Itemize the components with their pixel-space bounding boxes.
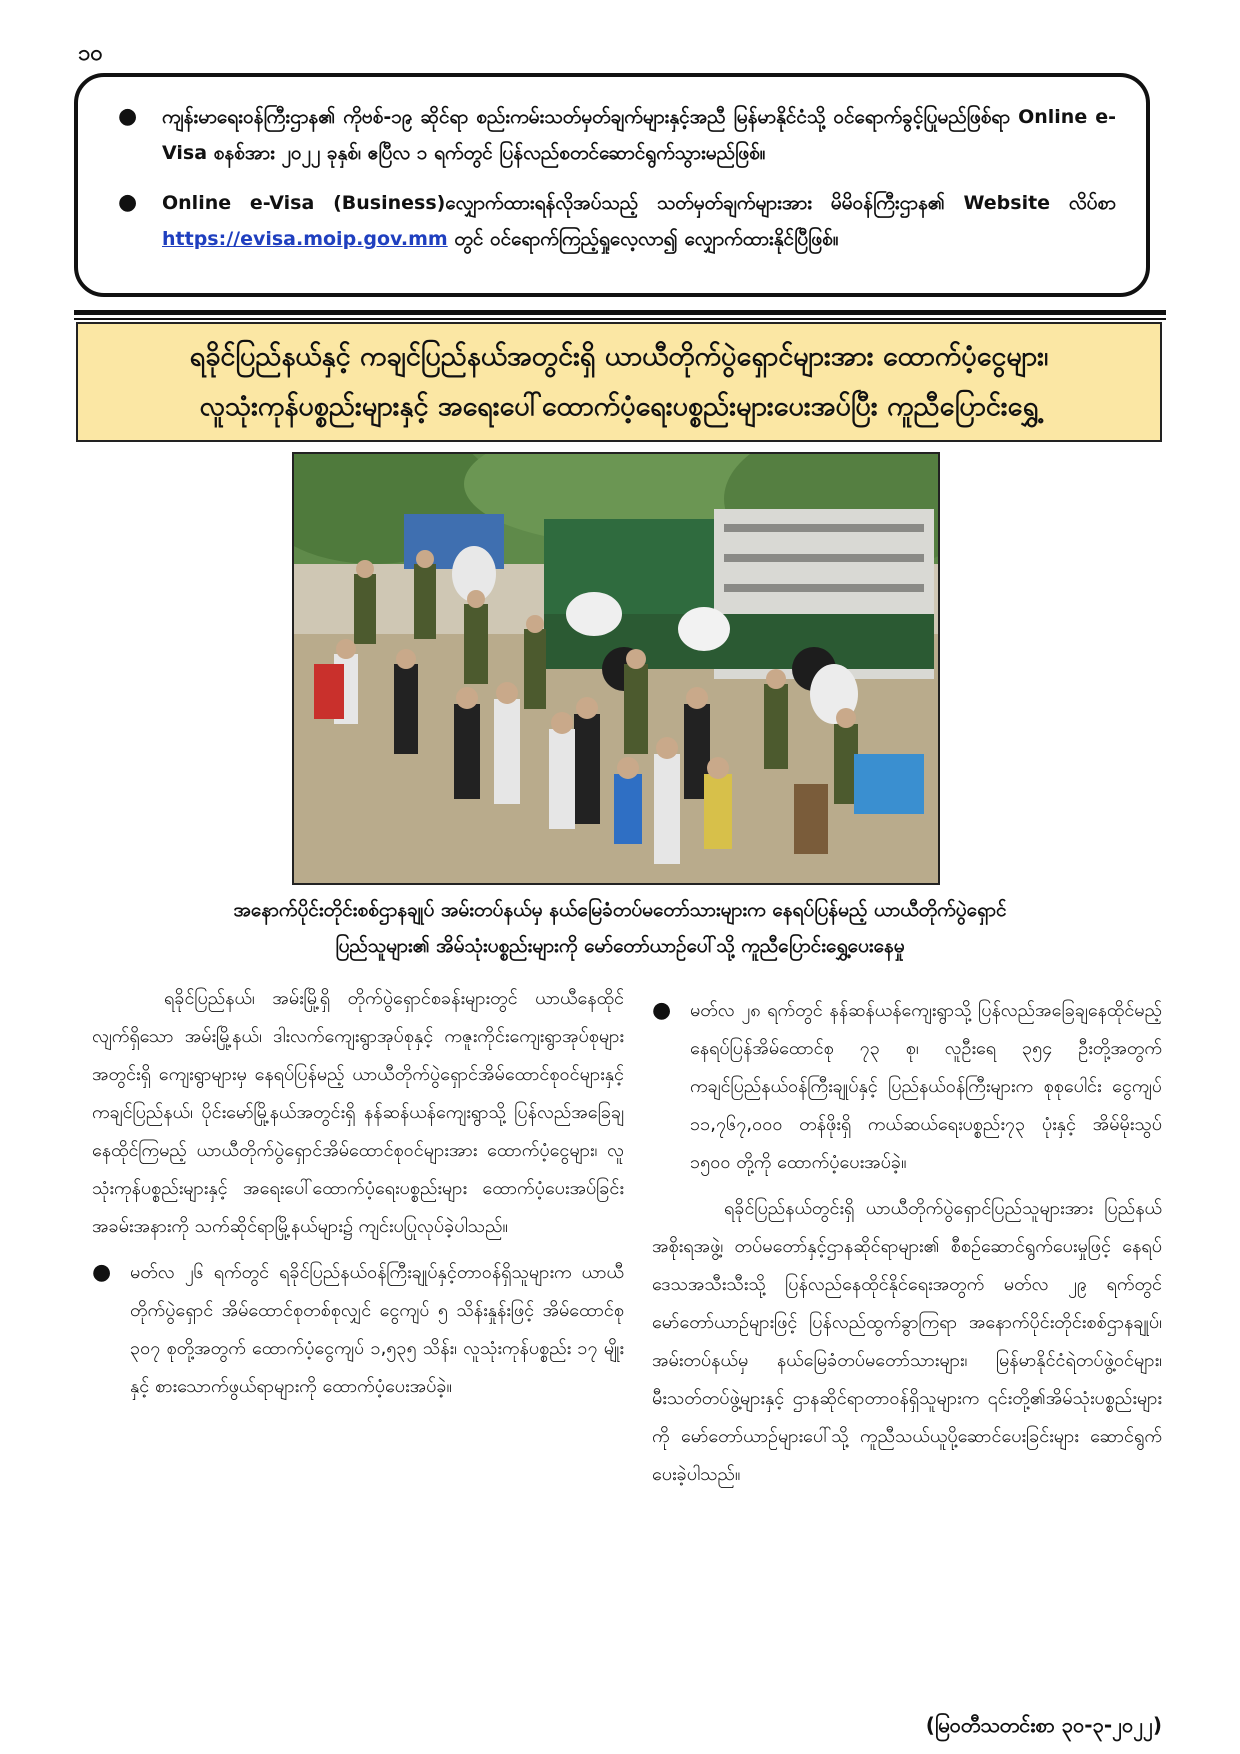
bullet-icon: ● xyxy=(92,1260,112,1285)
notice-box xyxy=(74,73,1150,297)
article-column-left xyxy=(92,980,624,1414)
notice-text: ကျန်းမာရေးဝန်ကြီးဌာန၏ ကိုဗစ်-၁၉ ဆိုင်ရာ စည်းကမ်းသတ်မှတ်ချက်များနှင့်အညီ မြန်မာနိုင်ငံသို့ ဝင်ရောက်ခွင့်ပြုမည်ဖြစ်ရာ Online e-Visa စနစ်အား ၂၀၂၂ ခုနှစ်၊ ဧပြီလ ၁ ရက်တွင် ပြန်လည်စတင်ဆောင်ရွက်သွားမည်ဖြစ်။ xyxy=(162,106,1116,164)
headline-line: ရခိုင်ပြည်နယ်နှင့် ကချင်ပြည်နယ်အတွင်းရှိ ယာယီတိုက်ပွဲရှောင်များအား ထောက်ပံ့ငွေများ၊ xyxy=(189,341,1049,372)
article-intro: ရခိုင်ပြည်နယ်၊ အမ်းမြို့ရှိ တိုက်ပွဲရှောင်စခန်းများတွင် ယာယီနေထိုင်လျက်ရှိသော အမ်းမြို့နယ်၊ ဒါးလက်ကျေးရွာအုပ်စုနှင့် ကဇူးကိုင်းကျေးရွာအုပ်စုများအတွင်းရှိ ကျေးရွာများမှ နေရပ်ပြန်မည့် ယာယီတိုက်ပွဲရှောင်အိမ်ထောင်စုဝင်များနှင့် ကချင်ပြည်နယ်၊ ပိုင်းမော်မြို့နယ်အတွင်းရှိ နန်ဆန်ယန်ကျေးရွာသို့ ပြန်လည်အခြေချနေထိုင်ကြမည့် ယာယီတိုက်ပွဲရှောင်အိမ်ထောင်စုဝင်များအား ထောက်ပံ့ငွေများ၊ လူသုံးကုန်ပစ္စည်းများနှင့် အရေးပေါ်ထောက်ပံ့ရေးပစ္စည်းများ ထောက်ပံ့ပေးအပ်ခြင်းအခမ်းအနားကို သက်ဆိုင်ရာမြို့နယ်များ၌ ကျင်းပပြုလုပ်ခဲ့ပါသည်။ xyxy=(92,988,624,1237)
news-photo xyxy=(292,452,940,885)
caption-line: ပြည်သူများ၏ အိမ်သုံးပစ္စည်းများကို မော်တော်ယာဉ်ပေါ်သို့ ကူညီပြောင်းရွှေ့ပေးနေမှု xyxy=(335,935,905,957)
news-source: (မြဝတီသတင်းစာ ၃၀-၃-၂၀၂၂) xyxy=(925,1713,1162,1737)
photo-illustration xyxy=(294,454,938,883)
notice-text: Online e-Visa (Business)လျှောက်ထားရန်လိုအပ်သည့် သတ်မှတ်ချက်များအား မိမိဝန်ကြီးဌာန၏ Website လိပ်စာ xyxy=(162,192,1116,214)
bullet-icon: ● xyxy=(652,998,672,1023)
caption-line: အနောက်ပိုင်းတိုင်းစစ်ဌာနချုပ် အမ်းတပ်နယ်မှ နယ်မြေခံတပ်မတော်သားများက နေရပ်ပြန်မည့် ယာယီတိုက်ပွဲရှောင် xyxy=(233,899,1007,921)
evisa-website-link[interactable]: https://evisa.moip.gov.mm xyxy=(162,228,448,250)
notice-text: တွင် ဝင်ရောက်ကြည့်ရှုလေ့လာ၍ လျှောက်ထားနိုင်ပြီဖြစ်။ xyxy=(447,228,839,250)
page-number: ၁၀ xyxy=(78,41,103,66)
notice-item xyxy=(118,185,1116,257)
photo-caption xyxy=(90,892,1150,964)
bullet-icon: ● xyxy=(118,104,138,129)
divider xyxy=(74,310,1166,315)
divider xyxy=(74,318,1166,320)
headline-box xyxy=(76,322,1162,442)
article-bullet-text: မတ်လ ၂၈ ရက်တွင် နန်ဆန်ယန်ကျေးရွာသို့ ပြန်လည်အခြေချနေထိုင်မည့် နေရပ်ပြန်အိမ်ထောင်စု ၇၃ စု၊ လူဦးရေ ၃၅၄ ဦးတို့အတွက် ကချင်ပြည်နယ်ဝန်ကြီးချုပ်နှင့် ပြည်နယ်ဝန်ကြီးများက စုစုပေါင်း ငွေကျပ် ၁၁,၇၆၇,၀၀၀ တန်ဖိုးရှိ ကယ်ဆယ်ရေးပစ္စည်း၇၃ ပုံးနှင့် အိမ်မိုးသွပ် ၁၅၀၀ တို့ကို ထောက်ပံ့ပေးအပ်ခဲ့။ xyxy=(690,1000,1162,1173)
notice-item xyxy=(118,99,1116,171)
article-column-right xyxy=(652,992,1162,1502)
article-bullet-text: မတ်လ ၂၆ ရက်တွင် ရခိုင်ပြည်နယ်ဝန်ကြီးချုပ်နှင့်တာဝန်ရှိသူများက ယာယီတိုက်ပွဲရှောင် အိမ်ထောင်စုတစ်စုလျှင် ငွေကျပ် ၅ သိန်းနှုန်းဖြင့် အိမ်ထောင်စု ၃၀၇ စုတို့အတွက် ထောက်ပံ့ငွေကျပ် ၁,၅၃၅ သိန်း၊ လူသုံးကုန်ပစ္စည်း ၁၇ မျိုးနှင့် စားသောက်ဖွယ်ရာများကို ထောက်ပံ့ပေးအပ်ခဲ့။ xyxy=(130,1262,624,1397)
article-closing: ရခိုင်ပြည်နယ်တွင်းရှိ ယာယီတိုက်ပွဲရှောင်ပြည်သူများအား ပြည်နယ်အစိုးရအဖွဲ့၊ တပ်မတော်နှင့်ဌာနဆိုင်ရာများ၏ စီစဉ်ဆောင်ရွက်ပေးမှုဖြင့် နေရပ်ဒေသအသီးသီးသို့ ပြန်လည်နေထိုင်နိုင်ရေးအတွက် မတ်လ ၂၉ ရက်တွင် မော်တော်ယာဉ်များဖြင့် ပြန်လည်ထွက်ခွာကြရာ အနောက်ပိုင်းတိုင်းစစ်ဌာနချုပ်၊ အမ်းတပ်နယ်မှ နယ်မြေခံတပ်မတော်သားများ၊ မြန်မာနိုင်ငံရဲတပ်ဖွဲ့ဝင်များ၊ မီးသတ်တပ်ဖွဲ့များနှင့် ဌာနဆိုင်ရာတာဝန်ရှိသူများက ၎င်းတို့၏အိမ်သုံးပစ္စည်းများကို မော်တော်ယာဉ်များပေါ်သို့ ကူညီသယ်ယူပို့ဆောင်ပေးခြင်းများ ဆောင်ရွက်ပေးခဲ့ပါသည်။ xyxy=(652,1198,1162,1485)
headline-line: လူသုံးကုန်ပစ္စည်းများနှင့် အရေးပေါ်ထောက်ပံ့ရေးပစ္စည်းများပေးအပ်ပြီး ကူညီပြောင်းရွှေ့ xyxy=(199,391,1039,422)
article-bullet xyxy=(92,1254,624,1406)
article-bullet xyxy=(652,992,1162,1182)
bullet-icon: ● xyxy=(118,190,138,215)
